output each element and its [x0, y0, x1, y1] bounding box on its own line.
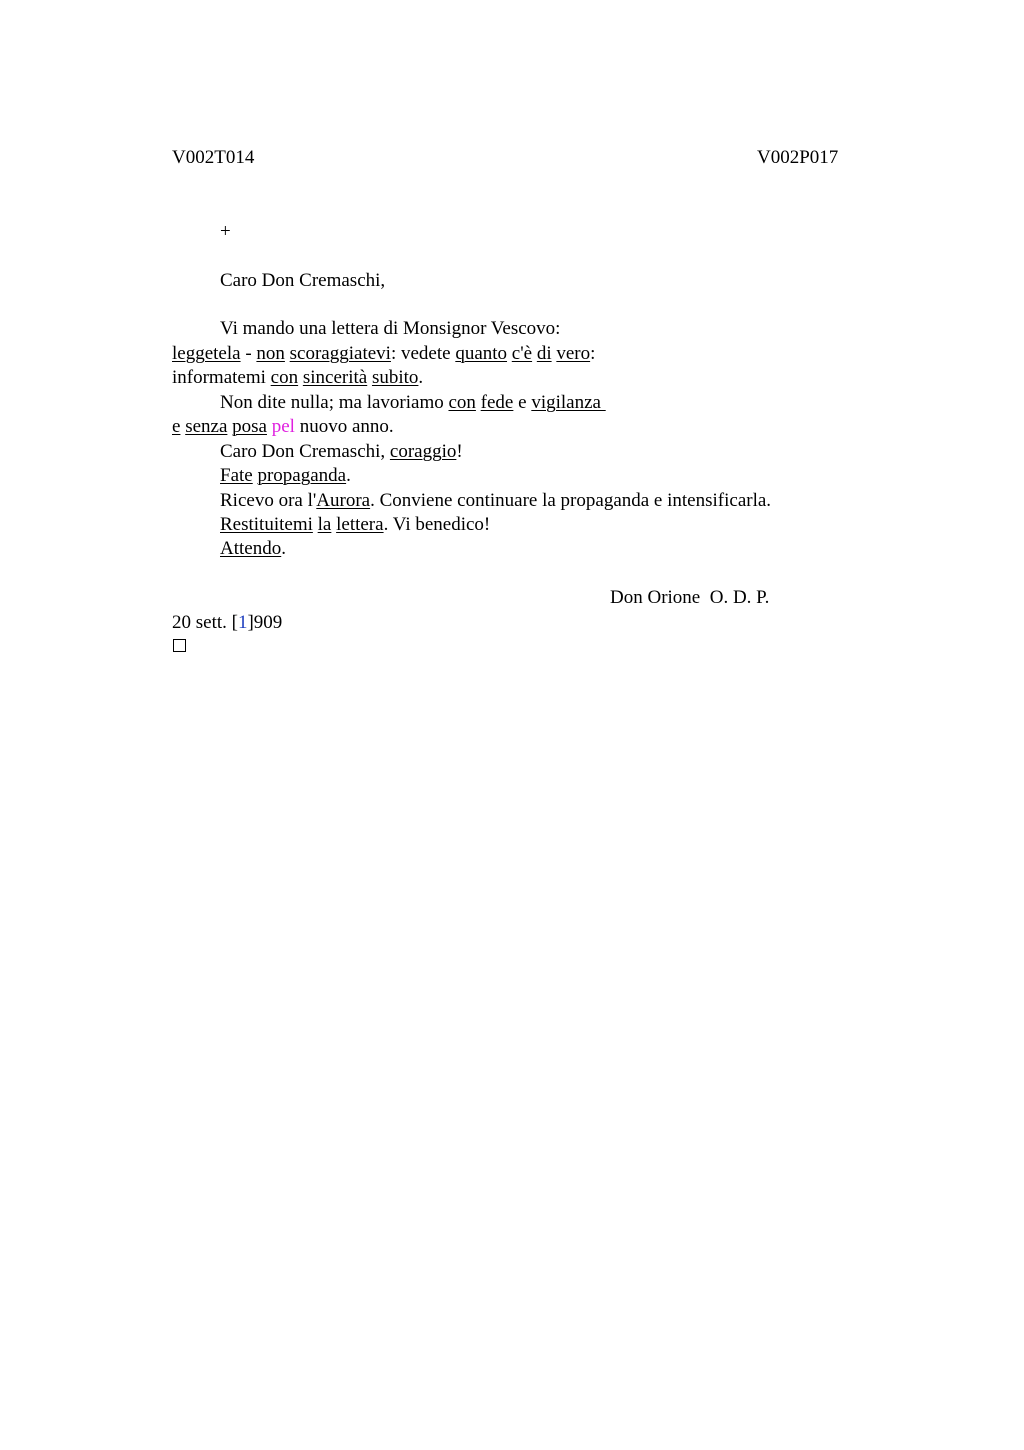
underlined-word: subito: [371, 367, 419, 388]
underlined-word: Aurora: [316, 490, 371, 511]
header-right-code: V002P017: [757, 147, 839, 168]
text-span: .: [281, 538, 286, 559]
body-line-8: [220, 489, 771, 513]
text-span: ]909: [247, 612, 283, 633]
body-line-4: [220, 391, 606, 415]
body-line-5: [172, 415, 394, 439]
text-span: :: [590, 343, 596, 364]
underlined-word: Attendo: [220, 538, 282, 559]
underlined-word: posa: [232, 416, 267, 437]
underlined-word: sincerità: [302, 367, 368, 388]
underlined-word: Restituitemi: [220, 514, 313, 535]
body-line-6: [220, 440, 463, 464]
editorial-digit: 1: [237, 612, 248, 633]
underlined-word: di: [536, 343, 552, 364]
body-line-2: [172, 342, 595, 366]
underlined-word: quanto: [455, 343, 508, 364]
underlined-word: vero: [556, 343, 591, 364]
underlined-word: coraggio: [389, 441, 457, 462]
end-box-icon: [173, 639, 186, 652]
underlined-word: leggetela: [172, 343, 241, 364]
body-line-9: [220, 513, 490, 537]
underlined-word: senza: [185, 416, 228, 437]
text-span: : vedete: [390, 343, 456, 364]
underlined-word: c'è: [511, 343, 533, 364]
text-span: .: [346, 465, 351, 486]
header-left-code: V002T014: [172, 147, 255, 168]
underlined-word: Fate: [220, 465, 253, 486]
underlined-word: scoraggiatevi: [289, 343, 391, 364]
signature: Don Orione O. D. P.: [610, 587, 770, 608]
text-span: Ricevo ora l': [220, 490, 317, 511]
text-span: 20 sett. [: [172, 612, 238, 633]
underlined-word: fede: [480, 392, 514, 413]
cross-mark: +: [220, 221, 231, 242]
body-line-10: [220, 537, 286, 561]
text-span: !: [456, 441, 463, 462]
underlined-word: vigilanza: [531, 392, 606, 413]
text-span: Caro Don Cremaschi,: [220, 441, 390, 462]
highlighted-word: pel: [271, 416, 295, 437]
text-span: e: [513, 392, 532, 413]
underlined-word: e: [172, 416, 181, 437]
underlined-word: non: [256, 343, 285, 364]
underlined-word: la: [317, 514, 332, 535]
body-line-1: Vi mando una lettera di Monsignor Vescovo:: [220, 318, 561, 339]
text-span: . Conviene continuare la propaganda e intensificarla.: [370, 490, 772, 511]
body-line-3: [172, 366, 423, 390]
body-line-7: [220, 464, 351, 488]
text-span: .: [418, 367, 424, 388]
underlined-word: con: [270, 367, 299, 388]
text-span: nuovo anno.: [294, 416, 394, 437]
text-span: . Vi benedico!: [383, 514, 491, 535]
text-span: -: [240, 343, 257, 364]
text-span: informatemi: [172, 367, 271, 388]
underlined-word: lettera: [336, 514, 384, 535]
underlined-word: con: [448, 392, 476, 413]
text-span: Non dite nulla; ma lavoriamo: [220, 392, 449, 413]
underlined-word: propaganda: [257, 465, 347, 486]
salutation: Caro Don Cremaschi,: [220, 270, 386, 291]
letter-date: [172, 611, 282, 635]
